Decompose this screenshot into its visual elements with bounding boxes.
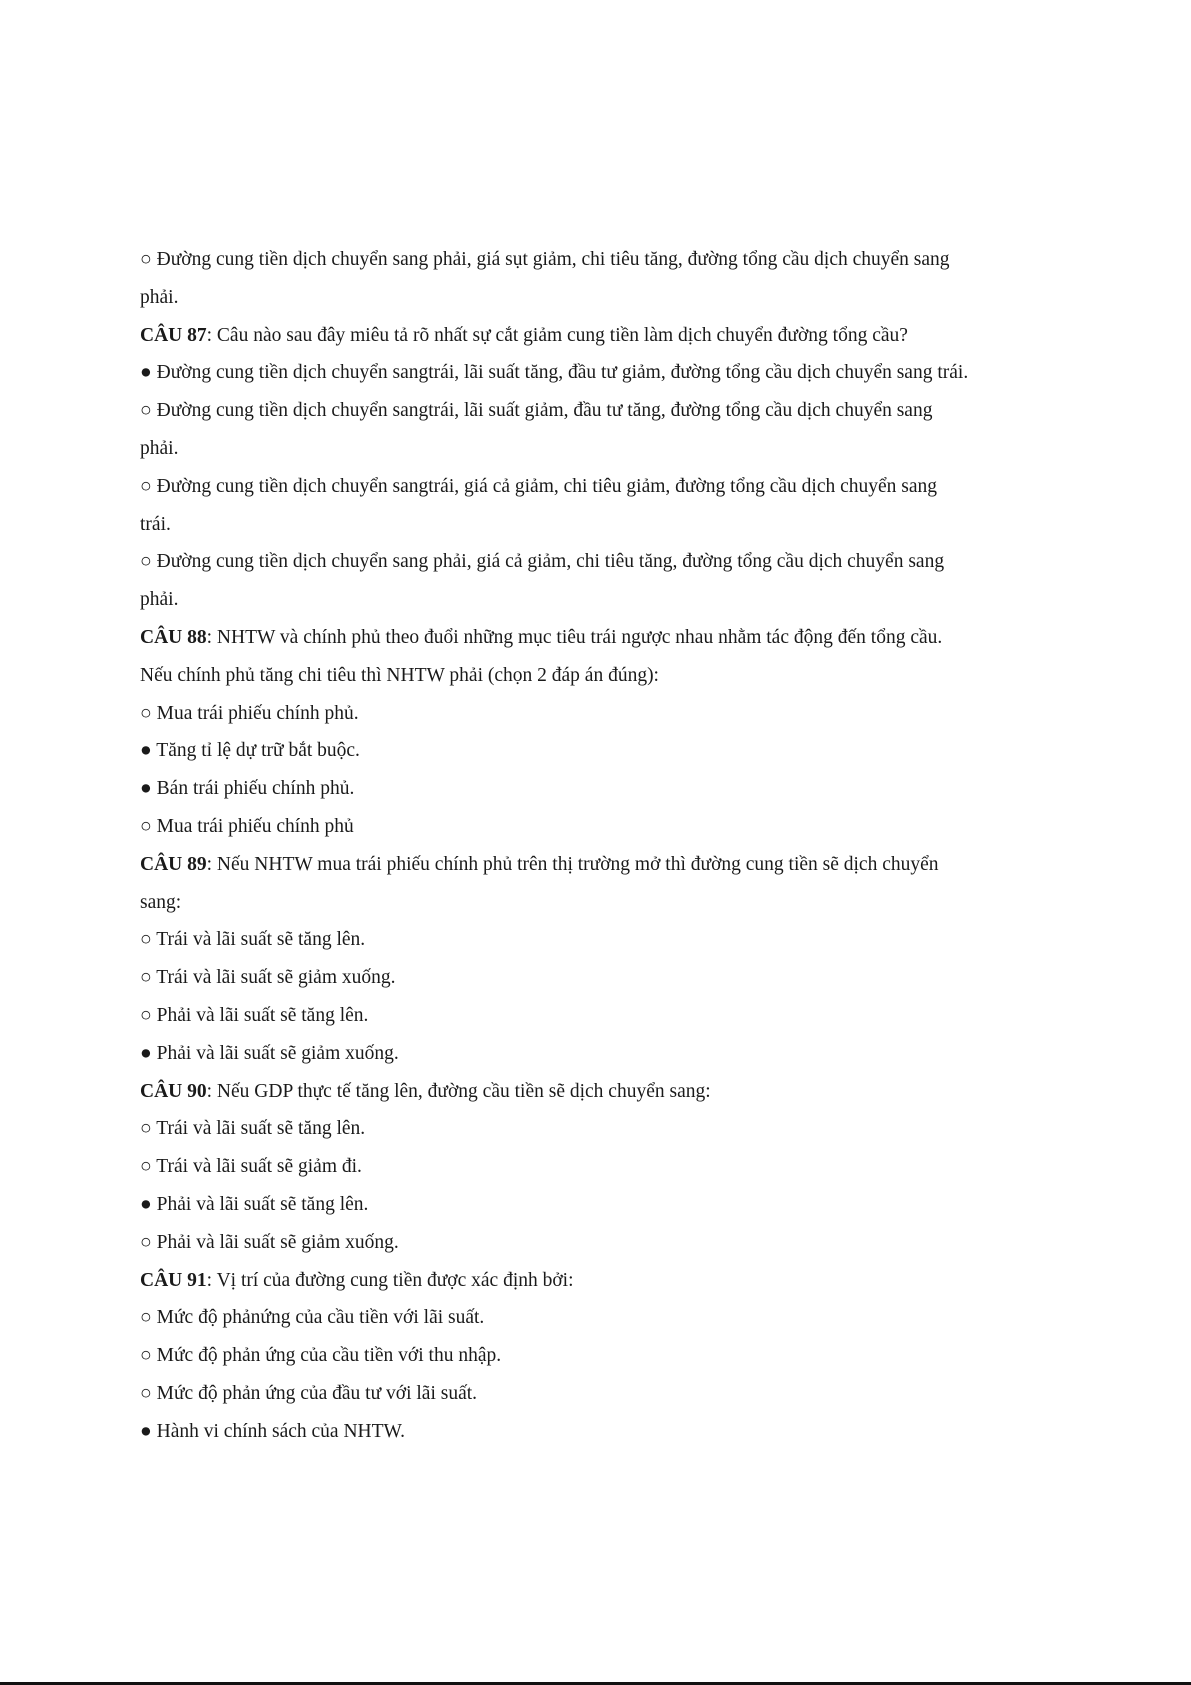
question-87-text: : Câu nào sau đây miêu tả rõ nhất sự cắt giảm cung tiền làm dịch chuyển đường tổng cầu? (206, 324, 908, 346)
q88-option-2: ● Tăng tỉ lệ dự trữ bắt buộc. (140, 740, 360, 762)
q87-option-3-cont: trái. (140, 513, 171, 535)
question-88-text-cont: Nếu chính phủ tăng chi tiêu thì NHTW phải (chọn 2 đáp án đúng): (140, 664, 659, 686)
question-91-text: : Vị trí của đường cung tiền được xác định bởi: (206, 1269, 574, 1291)
question-89-label: CÂU 89 (140, 853, 207, 875)
document-page (140, 241, 1070, 1451)
question-90-label: CÂU 90 (140, 1080, 207, 1102)
q90-option-3: ● Phải và lãi suất sẽ tăng lên. (140, 1193, 369, 1215)
q87-option-4-cont: phải. (140, 589, 179, 611)
q91-option-2: ○ Mức độ phản ứng của cầu tiền với thu nhập. (140, 1345, 502, 1367)
question-90-text: : Nếu GDP thực tế tăng lên, đường cầu tiền sẽ dịch chuyển sang: (206, 1080, 711, 1102)
question-88-label: CÂU 88 (140, 626, 207, 648)
q90-option-2: ○ Trái và lãi suất sẽ giảm đi. (140, 1156, 362, 1178)
q88-option-3: ● Bán trái phiếu chính phủ. (140, 778, 355, 800)
question-89 (140, 846, 1070, 884)
q91-option-3: ○ Mức độ phản ứng của đầu tư với lãi suất. (140, 1382, 478, 1404)
intro-option-line-2: phải. (140, 286, 179, 308)
q89-option-4: ● Phải và lãi suất sẽ giảm xuống. (140, 1042, 399, 1064)
q89-option-2: ○ Trái và lãi suất sẽ giảm xuống. (140, 967, 396, 989)
question-89-text: : Nếu NHTW mua trái phiếu chính phủ trên thị trường mở thì đường cung tiền sẽ dịch chuyển (206, 853, 939, 875)
q88-option-1: ○ Mua trái phiếu chính phủ. (140, 702, 359, 724)
question-89-text-cont: sang: (140, 891, 182, 913)
question-91 (140, 1262, 1070, 1300)
question-87-label: CÂU 87 (140, 324, 207, 346)
q88-option-4: ○ Mua trái phiếu chính phủ (140, 815, 354, 837)
q89-option-1: ○ Trái và lãi suất sẽ tăng lên. (140, 929, 366, 951)
intro-option-line-1: ○ Đường cung tiền dịch chuyển sang phải, giá sụt giảm, chi tiêu tăng, đường tổng cầu dịch chuyển sang (140, 249, 950, 270)
q90-option-1: ○ Trái và lãi suất sẽ tăng lên. (140, 1118, 366, 1140)
q89-option-3: ○ Phải và lãi suất sẽ tăng lên. (140, 1004, 369, 1026)
q91-option-4: ● Hành vi chính sách của NHTW. (140, 1420, 406, 1442)
question-88-text: : NHTW và chính phủ theo đuổi những mục tiêu trái ngược nhau nhằm tác động đến tổng cầu. (206, 626, 943, 648)
question-88 (140, 619, 1070, 657)
q87-option-4: ○ Đường cung tiền dịch chuyển sang phải, giá cả giảm, chi tiêu tăng, đường tổng cầu dịch chuyển sang (140, 551, 945, 573)
q87-option-2: ○ Đường cung tiền dịch chuyển sangtrái, lãi suất giảm, đầu tư tăng, đường tổng cầu dịch chuyển sang (140, 400, 933, 422)
q87-option-2-cont: phải. (140, 437, 179, 459)
question-90 (140, 1073, 1070, 1111)
question-87 (140, 317, 1070, 355)
q90-option-4: ○ Phải và lãi suất sẽ giảm xuống. (140, 1231, 399, 1253)
question-91-label: CÂU 91 (140, 1269, 207, 1291)
q91-option-1: ○ Mức độ phảnứng của cầu tiền với lãi suất. (140, 1307, 485, 1329)
q87-option-3: ○ Đường cung tiền dịch chuyển sangtrái, giá cả giảm, chi tiêu giảm, đường tổng cầu dịch chuyển sang (140, 475, 938, 497)
q87-option-1: ● Đường cung tiền dịch chuyển sangtrái, lãi suất tăng, đầu tư giảm, đường tổng cầu dịch chuyển sang trái. (140, 362, 969, 384)
